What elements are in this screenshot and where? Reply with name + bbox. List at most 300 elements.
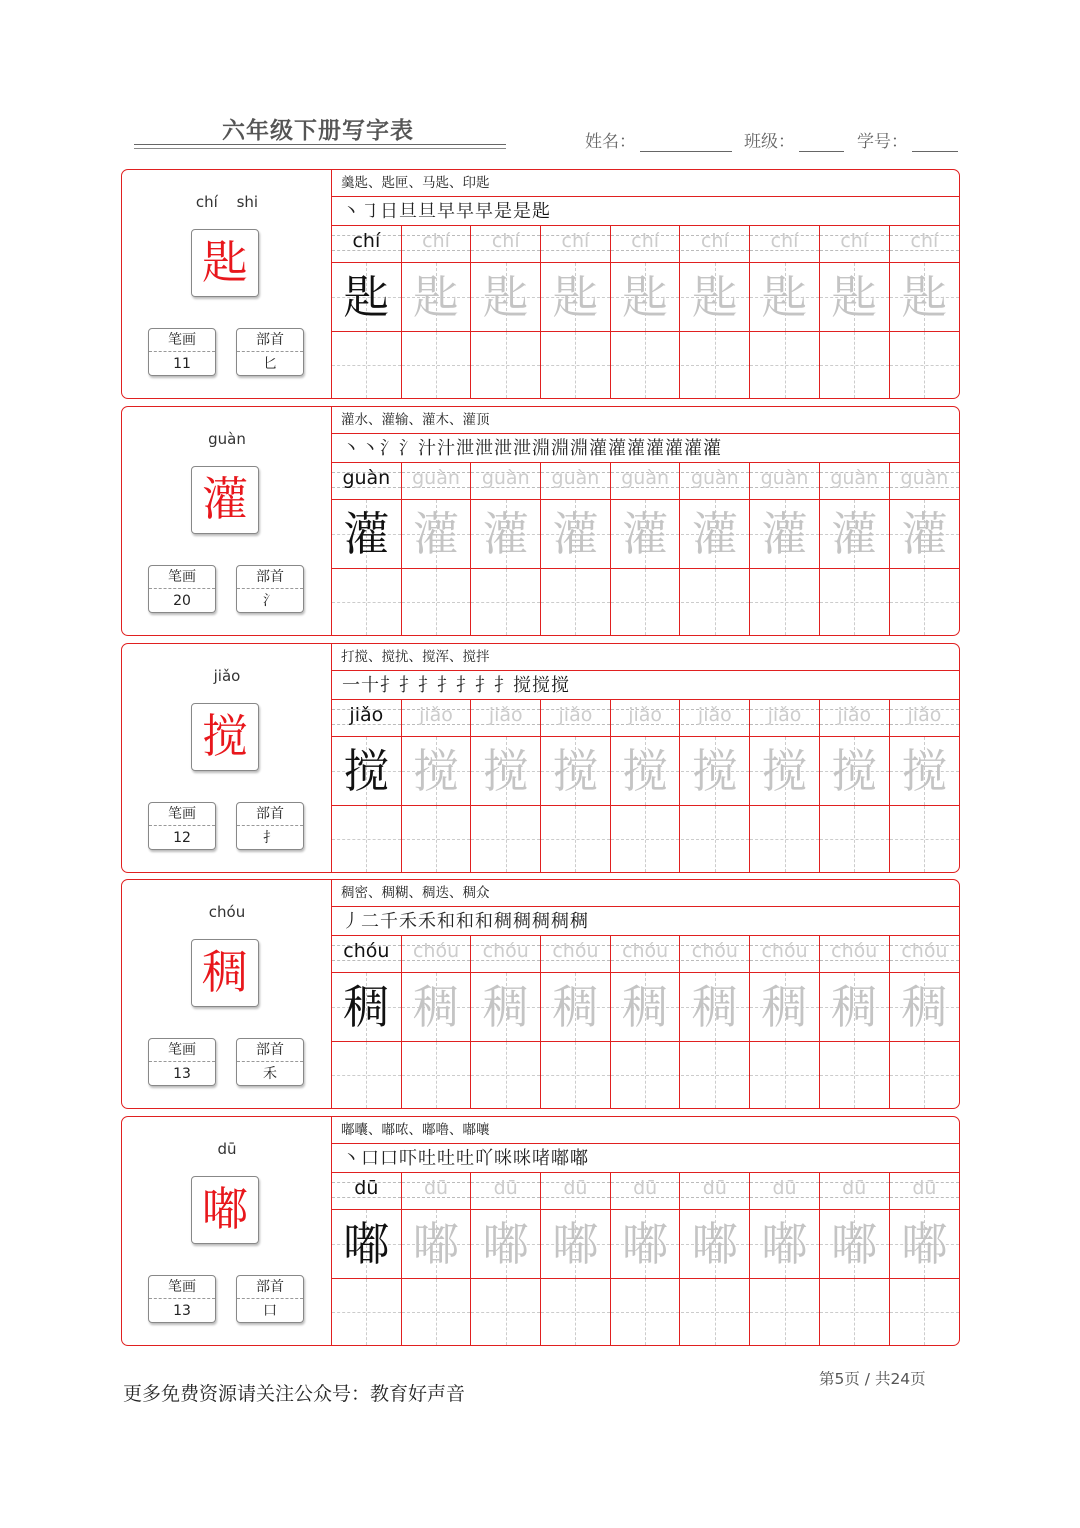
hanzi-cell[interactable] <box>890 1210 960 1278</box>
pinyin-cell[interactable] <box>890 1173 960 1209</box>
pinyin-cell[interactable] <box>890 936 960 972</box>
blank-writing-cell[interactable] <box>611 332 681 398</box>
stroke-order-step: 泄 <box>456 438 474 459</box>
hanzi-trace: 稠 <box>831 980 878 1034</box>
stroke-order-step: 早 <box>437 201 455 222</box>
stroke-count-label: 笔画 <box>149 1276 215 1299</box>
pinyin-cell[interactable] <box>541 463 611 499</box>
hanzi-cell[interactable] <box>750 1210 820 1278</box>
pinyin-cell[interactable] <box>541 1173 611 1209</box>
blank-row <box>332 806 959 872</box>
name-blank[interactable] <box>640 131 732 152</box>
character-display: 灌 <box>191 466 259 534</box>
hanzi-cell[interactable] <box>750 737 820 805</box>
pinyin-trace: chóu <box>622 940 669 962</box>
pinyin-trace: guàn <box>481 467 530 489</box>
hanzi-cell[interactable] <box>681 500 751 568</box>
pinyin-cell[interactable] <box>681 1173 751 1209</box>
stroke-order-step: 稠 <box>551 911 569 932</box>
hanzi-cell[interactable] <box>611 973 681 1041</box>
hanzi-cell[interactable] <box>890 500 960 568</box>
stroke-order-step: 灌 <box>646 438 664 459</box>
hanzi-cell[interactable] <box>611 1210 681 1278</box>
hanzi-row <box>332 737 959 806</box>
pinyin-trace: dū <box>912 1177 937 1199</box>
practice-grid <box>332 407 959 635</box>
stroke-order-step: 丶 <box>361 438 379 459</box>
character-pinyin: guàn <box>208 430 246 448</box>
radical-box <box>236 1038 304 1086</box>
pinyin-cell[interactable] <box>402 936 472 972</box>
pinyin-trace: chóu <box>761 940 808 962</box>
blank-writing-cell[interactable] <box>681 1042 751 1108</box>
pinyin-cell[interactable] <box>332 936 402 972</box>
hanzi-model: 搅 <box>343 744 390 798</box>
blank-writing-cell[interactable] <box>541 1042 611 1108</box>
blank-writing-cell[interactable] <box>820 806 890 872</box>
character-pinyin: chóu <box>208 903 246 921</box>
pinyin-cell[interactable] <box>332 226 402 262</box>
stroke-order-step: 灌 <box>665 438 683 459</box>
class-blank[interactable] <box>799 131 844 152</box>
blank-writing-cell[interactable] <box>471 332 541 398</box>
blank-writing-cell[interactable] <box>402 1042 472 1108</box>
pinyin-cell[interactable] <box>820 463 890 499</box>
stroke-count-value: 11 <box>173 356 191 372</box>
pinyin-row <box>332 1173 959 1210</box>
hanzi-cell[interactable] <box>750 973 820 1041</box>
pinyin-trace: jiǎo <box>837 704 872 726</box>
stroke-order-step: 扌 <box>399 675 417 696</box>
example-words: 打搅、搅扰、搅浑、搅拌 <box>332 644 959 671</box>
blank-writing-cell[interactable] <box>471 1042 541 1108</box>
stroke-order-step: 搅 <box>532 675 550 696</box>
pinyin-model: chóu <box>343 940 390 962</box>
stroke-order-step: 啫 <box>532 1148 550 1169</box>
stroke-order-step: 灌 <box>703 438 721 459</box>
blank-writing-cell[interactable] <box>332 1279 402 1345</box>
hanzi-cell[interactable] <box>890 973 960 1041</box>
class-label: 班级： <box>744 132 795 152</box>
blank-writing-cell[interactable] <box>332 332 402 398</box>
hanzi-trace: 灌 <box>482 507 529 561</box>
blank-writing-cell[interactable] <box>890 569 960 635</box>
radical-label: 部首 <box>237 566 303 589</box>
blank-writing-cell[interactable] <box>332 806 402 872</box>
practice-grid <box>332 170 959 398</box>
hanzi-trace: 灌 <box>413 507 460 561</box>
blank-writing-cell[interactable] <box>471 1279 541 1345</box>
stroke-order-step: 一 <box>342 675 360 696</box>
pinyin-trace: chóu <box>691 940 738 962</box>
hanzi-cell[interactable] <box>890 263 960 331</box>
pinyin-trace: dū <box>772 1177 797 1199</box>
pinyin-cell[interactable] <box>890 463 960 499</box>
practice-grid <box>332 880 959 1108</box>
stroke-count-label: 笔画 <box>149 803 215 826</box>
hanzi-trace: 嘟 <box>552 1217 599 1271</box>
stroke-order-step: 氵 <box>399 438 417 459</box>
stroke-count-label: 笔画 <box>149 1039 215 1062</box>
pinyin-cell[interactable] <box>332 463 402 499</box>
hanzi-trace: 搅 <box>901 744 948 798</box>
stroke-order-step: 千 <box>380 911 398 932</box>
hanzi-trace: 灌 <box>831 507 878 561</box>
pinyin-cell[interactable] <box>541 226 611 262</box>
hanzi-cell[interactable] <box>471 500 541 568</box>
pinyin-cell[interactable] <box>611 700 681 736</box>
pinyin-trace: chóu <box>482 940 529 962</box>
hanzi-trace: 匙 <box>901 270 948 324</box>
radical-label: 部首 <box>237 1276 303 1299</box>
pinyin-cell[interactable] <box>471 463 541 499</box>
hanzi-cell[interactable] <box>681 973 751 1041</box>
blank-row <box>332 569 959 635</box>
pinyin-trace: dū <box>842 1177 867 1199</box>
hanzi-cell[interactable] <box>471 263 541 331</box>
blank-writing-cell[interactable] <box>541 1279 611 1345</box>
blank-writing-cell[interactable] <box>402 332 472 398</box>
pinyin-cell[interactable] <box>611 226 681 262</box>
pinyin-model: dū <box>354 1177 379 1199</box>
character-block <box>121 406 960 636</box>
blank-writing-cell[interactable] <box>890 1279 960 1345</box>
character-pinyin: jiǎo <box>213 667 241 685</box>
hanzi-cell[interactable] <box>681 737 751 805</box>
pinyin-cell[interactable] <box>471 936 541 972</box>
hanzi-cell[interactable] <box>681 1210 751 1278</box>
pinyin-cell[interactable] <box>681 226 751 262</box>
hanzi-cell[interactable] <box>471 973 541 1041</box>
stroke-order-step: 扌 <box>418 675 436 696</box>
pinyin-cell[interactable] <box>471 700 541 736</box>
hanzi-trace: 搅 <box>552 744 599 798</box>
hanzi-cell[interactable] <box>820 737 890 805</box>
blank-writing-cell[interactable] <box>890 332 960 398</box>
hanzi-cell[interactable] <box>820 500 890 568</box>
pinyin-model: jiǎo <box>349 704 384 726</box>
class-field[interactable] <box>744 127 844 152</box>
radical-value: 禾 <box>263 1066 277 1082</box>
pinyin-trace: chí <box>561 230 590 252</box>
hanzi-trace: 灌 <box>691 507 738 561</box>
name-field[interactable] <box>585 127 732 152</box>
radical-box <box>236 328 304 376</box>
hanzi-row <box>332 1210 959 1279</box>
blank-writing-cell[interactable] <box>681 806 751 872</box>
pinyin-cell[interactable] <box>820 226 890 262</box>
stroke-order-step: 旦 <box>399 201 417 222</box>
hanzi-trace: 嘟 <box>691 1217 738 1271</box>
hanzi-cell[interactable] <box>332 737 402 805</box>
hanzi-cell[interactable] <box>890 737 960 805</box>
hanzi-cell[interactable] <box>402 500 472 568</box>
blank-writing-cell[interactable] <box>681 569 751 635</box>
stroke-order-step: 扌 <box>475 675 493 696</box>
pinyin-trace: guàn <box>760 467 809 489</box>
stroke-order-step: 淵 <box>551 438 569 459</box>
character-block <box>121 169 960 399</box>
pinyin-trace: chí <box>910 230 939 252</box>
hanzi-trace: 匙 <box>691 270 738 324</box>
blank-writing-cell[interactable] <box>471 569 541 635</box>
pinyin-cell[interactable] <box>820 700 890 736</box>
pinyin-cell[interactable] <box>750 1173 820 1209</box>
pinyin-cell[interactable] <box>541 936 611 972</box>
hanzi-cell[interactable] <box>541 973 611 1041</box>
hanzi-trace: 匙 <box>552 270 599 324</box>
pinyin-cell[interactable] <box>332 700 402 736</box>
hanzi-trace: 嘟 <box>622 1217 669 1271</box>
blank-writing-cell[interactable] <box>820 1042 890 1108</box>
pinyin-trace: dū <box>633 1177 658 1199</box>
hanzi-cell[interactable] <box>402 263 472 331</box>
stroke-order-step: 口 <box>361 1148 379 1169</box>
hanzi-model: 稠 <box>343 980 390 1034</box>
hanzi-cell[interactable] <box>611 500 681 568</box>
blank-writing-cell[interactable] <box>541 332 611 398</box>
hanzi-cell[interactable] <box>332 263 402 331</box>
stroke-order-step: 丿 <box>342 911 360 932</box>
pinyin-cell[interactable] <box>402 1173 472 1209</box>
stroke-count-label: 笔画 <box>149 329 215 352</box>
stroke-order-step: 口 <box>380 1148 398 1169</box>
pinyin-cell[interactable] <box>750 936 820 972</box>
practice-grid <box>332 644 959 872</box>
hanzi-cell[interactable] <box>681 263 751 331</box>
example-words: 稠密、稠糊、稠迭、稠众 <box>332 880 959 907</box>
stroke-order-step: 扌 <box>494 675 512 696</box>
hanzi-cell[interactable] <box>611 737 681 805</box>
hanzi-cell[interactable] <box>332 500 402 568</box>
stroke-order-step: 丶 <box>342 1148 360 1169</box>
pinyin-trace: dū <box>493 1177 518 1199</box>
hanzi-trace: 搅 <box>761 744 808 798</box>
pinyin-trace: jiǎo <box>697 704 732 726</box>
blank-writing-cell[interactable] <box>332 569 402 635</box>
pinyin-cell[interactable] <box>681 700 751 736</box>
hanzi-cell[interactable] <box>332 973 402 1041</box>
hanzi-cell[interactable] <box>332 1210 402 1278</box>
stroke-order-step: 禾 <box>418 911 436 932</box>
pinyin-cell[interactable] <box>402 463 472 499</box>
blank-writing-cell[interactable] <box>541 806 611 872</box>
hanzi-trace: 灌 <box>901 507 948 561</box>
pinyin-cell[interactable] <box>611 936 681 972</box>
stroke-order-step: 咪 <box>494 1148 512 1169</box>
character-display: 匙 <box>191 229 259 297</box>
stroke-order-step: 和 <box>437 911 455 932</box>
hanzi-cell[interactable] <box>750 263 820 331</box>
stroke-count-box <box>148 565 216 613</box>
hanzi-cell[interactable] <box>471 1210 541 1278</box>
pinyin-cell[interactable] <box>820 936 890 972</box>
pinyin-trace: guàn <box>412 467 460 489</box>
pinyin-trace: chóu <box>831 940 878 962</box>
pinyin-model: chí <box>352 230 381 252</box>
hanzi-cell[interactable] <box>820 263 890 331</box>
blank-writing-cell[interactable] <box>750 1042 820 1108</box>
stroke-order-step: 搅 <box>551 675 569 696</box>
hanzi-cell[interactable] <box>820 1210 890 1278</box>
blank-writing-cell[interactable] <box>750 806 820 872</box>
pinyin-trace: chóu <box>412 940 460 962</box>
blank-writing-cell[interactable] <box>820 332 890 398</box>
stroke-order-step: 是 <box>513 201 531 222</box>
blank-writing-cell[interactable] <box>611 806 681 872</box>
blank-writing-cell[interactable] <box>750 569 820 635</box>
stroke-order-step: 扌 <box>437 675 455 696</box>
stroke-order-step: 扌 <box>380 675 398 696</box>
stroke-order-step: 泄 <box>475 438 493 459</box>
stroke-order-step: 泄 <box>494 438 512 459</box>
stroke-count-value: 13 <box>173 1066 191 1082</box>
stroke-order-step: 汁 <box>418 438 436 459</box>
stroke-count-box <box>148 802 216 850</box>
hanzi-cell[interactable] <box>471 737 541 805</box>
footer-note: 更多免费资源请关注公众号：教育好声音 <box>123 1383 466 1405</box>
pinyin-row <box>332 936 959 973</box>
blank-writing-cell[interactable] <box>890 806 960 872</box>
blank-writing-cell[interactable] <box>332 1042 402 1108</box>
example-words: 灌水、灌输、灌木、灌顶 <box>332 407 959 434</box>
radical-value: 口 <box>263 1303 277 1319</box>
pinyin-trace: guàn <box>690 467 739 489</box>
stroke-order-step: 稠 <box>570 911 588 932</box>
pinyin-cell[interactable] <box>471 226 541 262</box>
pinyin-cell[interactable] <box>820 1173 890 1209</box>
stroke-order-step: 是 <box>494 201 512 222</box>
blank-writing-cell[interactable] <box>681 332 751 398</box>
blank-writing-cell[interactable] <box>611 1279 681 1345</box>
pinyin-trace: guàn <box>830 467 879 489</box>
pinyin-trace: jiǎo <box>628 704 663 726</box>
character-info-panel <box>122 1117 332 1345</box>
stroke-order-step: 丶 <box>342 201 360 222</box>
pinyin-trace: chí <box>770 230 799 252</box>
hanzi-cell[interactable] <box>541 263 611 331</box>
hanzi-trace: 灌 <box>552 507 599 561</box>
blank-writing-cell[interactable] <box>611 1042 681 1108</box>
stroke-order-step: 吐 <box>456 1148 474 1169</box>
stroke-order-step: ㇆ <box>361 201 379 222</box>
pinyin-trace: jiǎo <box>907 704 942 726</box>
radical-label: 部首 <box>237 329 303 352</box>
hanzi-cell[interactable] <box>820 973 890 1041</box>
pinyin-cell[interactable] <box>541 700 611 736</box>
hanzi-trace: 稠 <box>552 980 599 1034</box>
page-header <box>0 0 1080 170</box>
pinyin-cell[interactable] <box>750 226 820 262</box>
hanzi-trace: 搅 <box>691 744 738 798</box>
stroke-order-step: 嘟 <box>570 1148 588 1169</box>
pinyin-model: guàn <box>342 467 391 489</box>
blank-row <box>332 332 959 398</box>
stroke-count-value: 12 <box>173 830 191 846</box>
student-id-blank[interactable] <box>912 131 958 152</box>
blank-writing-cell[interactable] <box>402 806 472 872</box>
hanzi-trace: 嘟 <box>761 1217 808 1271</box>
hanzi-cell[interactable] <box>402 1210 472 1278</box>
pinyin-cell[interactable] <box>402 226 472 262</box>
blank-writing-cell[interactable] <box>820 569 890 635</box>
pinyin-cell[interactable] <box>681 463 751 499</box>
blank-writing-cell[interactable] <box>402 1279 472 1345</box>
stroke-order-step: 灌 <box>608 438 626 459</box>
pinyin-cell[interactable] <box>471 1173 541 1209</box>
blank-writing-cell[interactable] <box>402 569 472 635</box>
pinyin-trace: jiǎo <box>488 704 523 726</box>
stroke-order-row <box>332 907 959 936</box>
hanzi-cell[interactable] <box>541 500 611 568</box>
stroke-count-box <box>148 1275 216 1323</box>
hanzi-cell[interactable] <box>402 973 472 1041</box>
pinyin-trace: guàn <box>621 467 670 489</box>
example-words: 嘟囔、嘟哝、嘟噜、嘟嚷 <box>332 1117 959 1144</box>
blank-writing-cell[interactable] <box>541 569 611 635</box>
stroke-order-step: 匙 <box>532 201 550 222</box>
hanzi-trace: 稠 <box>482 980 529 1034</box>
hanzi-trace: 嘟 <box>482 1217 529 1271</box>
pinyin-cell[interactable] <box>402 700 472 736</box>
radical-box <box>236 565 304 613</box>
pinyin-trace: chí <box>422 230 450 252</box>
blank-writing-cell[interactable] <box>471 806 541 872</box>
stroke-order-step: 淵 <box>570 438 588 459</box>
blank-writing-cell[interactable] <box>890 1042 960 1108</box>
pinyin-cell[interactable] <box>611 1173 681 1209</box>
stroke-order-step: 泄 <box>513 438 531 459</box>
character-info-panel <box>122 407 332 635</box>
hanzi-trace: 稠 <box>413 980 460 1034</box>
character-block <box>121 643 960 873</box>
hanzi-cell[interactable] <box>750 500 820 568</box>
blank-writing-cell[interactable] <box>750 332 820 398</box>
hanzi-cell[interactable] <box>611 263 681 331</box>
hanzi-row <box>332 500 959 569</box>
pinyin-cell[interactable] <box>611 463 681 499</box>
blank-writing-cell[interactable] <box>750 1279 820 1345</box>
stroke-order-step: 吐 <box>437 1148 455 1169</box>
pinyin-cell[interactable] <box>890 700 960 736</box>
pinyin-cell[interactable] <box>332 1173 402 1209</box>
hanzi-trace: 匙 <box>413 270 460 324</box>
stroke-order-step: 稠 <box>532 911 550 932</box>
stroke-count-box <box>148 1038 216 1086</box>
pinyin-cell[interactable] <box>750 463 820 499</box>
blank-writing-cell[interactable] <box>820 1279 890 1345</box>
stroke-order-step: 吐 <box>418 1148 436 1169</box>
hanzi-cell[interactable] <box>541 1210 611 1278</box>
pinyin-cell[interactable] <box>890 226 960 262</box>
student-id-field[interactable] <box>857 127 958 152</box>
hanzi-trace: 灌 <box>761 507 808 561</box>
hanzi-cell[interactable] <box>402 737 472 805</box>
pinyin-trace: chí <box>631 230 660 252</box>
hanzi-trace: 匙 <box>482 270 529 324</box>
stroke-order-step: 日 <box>380 201 398 222</box>
pinyin-cell[interactable] <box>681 936 751 972</box>
stroke-count-box <box>148 328 216 376</box>
pinyin-cell[interactable] <box>750 700 820 736</box>
blank-writing-cell[interactable] <box>611 569 681 635</box>
page-title: 六年级下册写字表 <box>222 118 414 144</box>
pinyin-row <box>332 700 959 737</box>
blank-writing-cell[interactable] <box>681 1279 751 1345</box>
character-display: 搅 <box>191 703 259 771</box>
hanzi-cell[interactable] <box>541 737 611 805</box>
hanzi-row <box>332 973 959 1042</box>
